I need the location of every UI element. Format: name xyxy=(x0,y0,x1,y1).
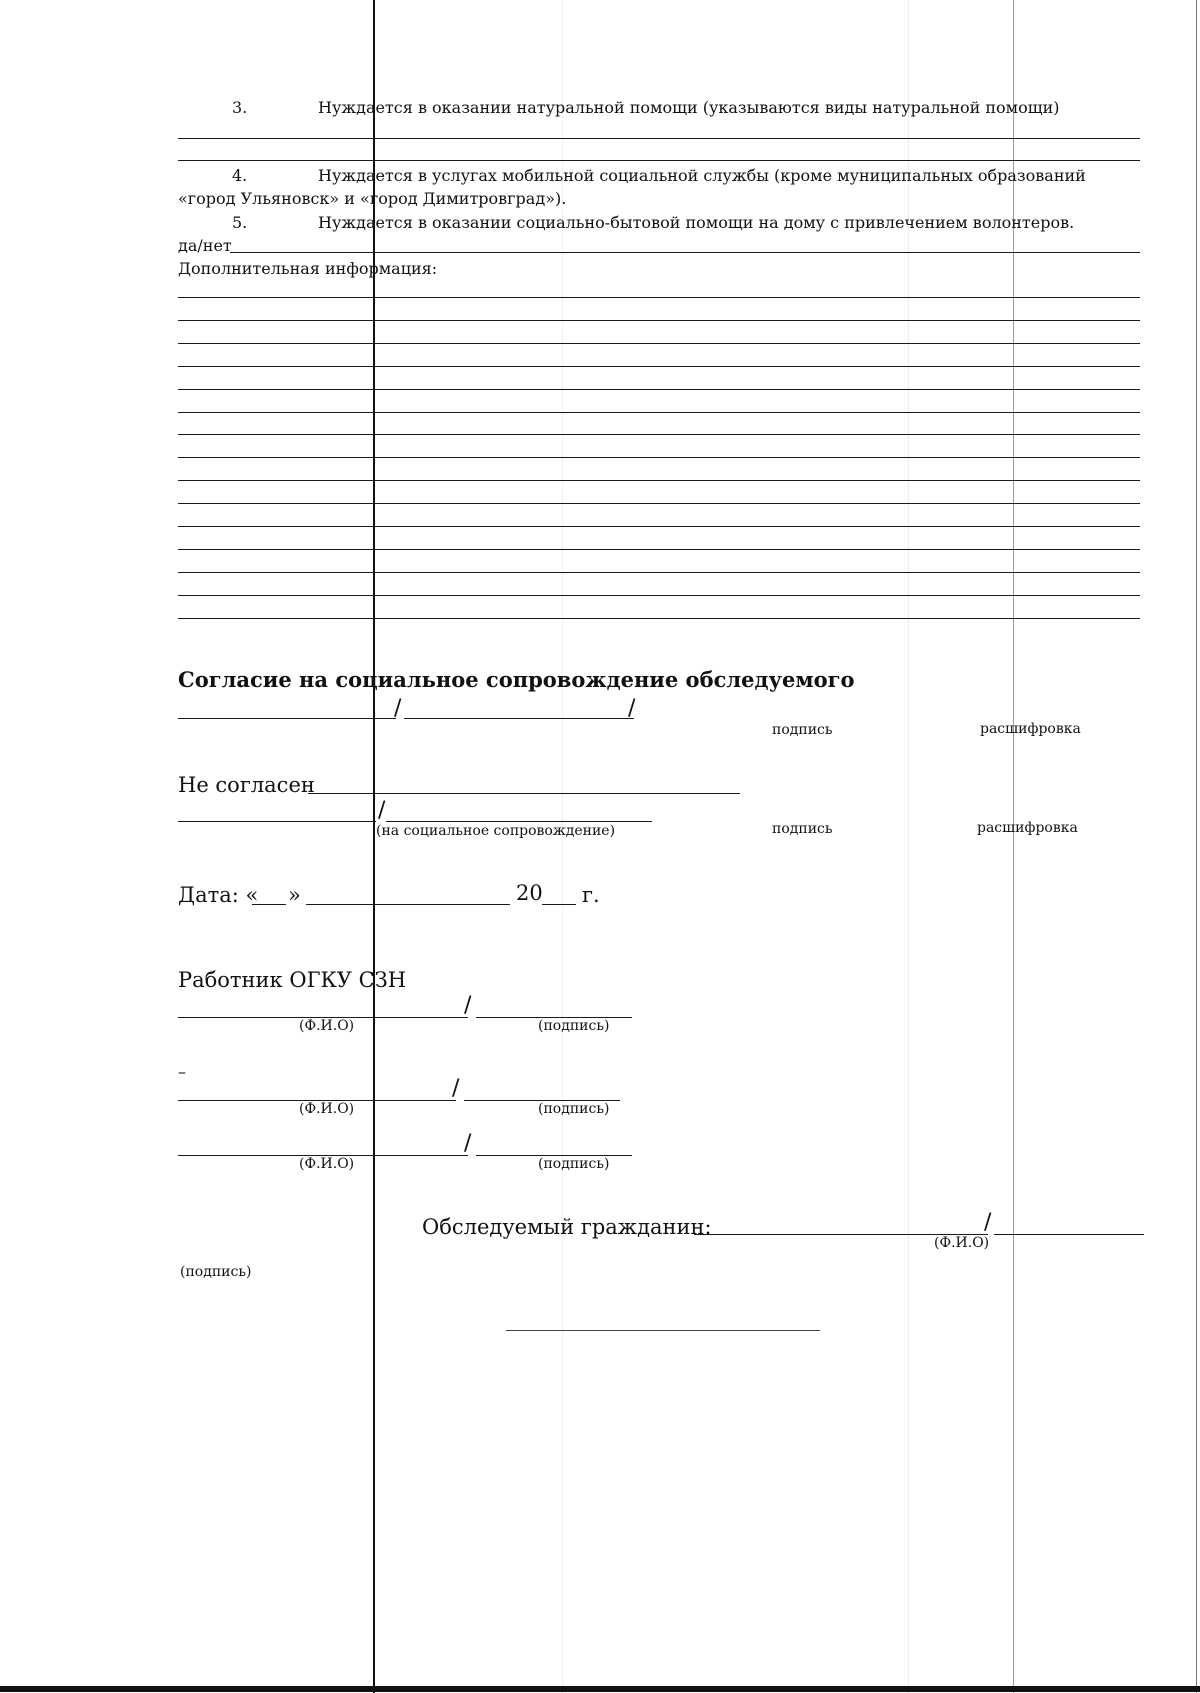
scan-artifact-line-left xyxy=(373,0,375,1693)
additional-info-line[interactable] xyxy=(178,595,1140,596)
date-close-quote: » xyxy=(288,883,301,907)
consent-separator-slash: / xyxy=(394,696,402,721)
citizen-signature-line[interactable] xyxy=(994,1234,1144,1235)
additional-info-line[interactable] xyxy=(178,343,1140,344)
citizen-fio-label: (Ф.И.О) xyxy=(934,1235,990,1251)
worker-1-slash: / xyxy=(464,993,472,1018)
worker-1-signature-label: (подпись) xyxy=(538,1018,610,1034)
worker-2-fio-label: (Ф.И.О) xyxy=(299,1101,355,1117)
item-4-text: Нуждается в услугах мобильной социальной службы (кроме муниципальных образований xyxy=(318,166,1086,185)
worker-2-slash: / xyxy=(452,1076,460,1101)
worker-2-signature-label: (подпись) xyxy=(538,1101,610,1117)
additional-info-line[interactable] xyxy=(178,297,1140,298)
citizen-signature-label: (подпись) xyxy=(180,1264,252,1280)
worker-title: Работник ОГКУ СЗН xyxy=(178,968,407,992)
worker-3-slash: / xyxy=(464,1131,472,1156)
additional-info-line[interactable] xyxy=(178,412,1140,413)
consent-signature-line[interactable] xyxy=(404,718,634,719)
consent-heading: Согласие на социальное сопровождение обследуемого xyxy=(178,667,855,692)
worker-2-dash: – xyxy=(178,1062,186,1081)
date-year-suffix: г. xyxy=(582,883,600,907)
date-year-line[interactable] xyxy=(542,904,576,905)
refusal-fill-line[interactable] xyxy=(308,793,740,794)
scan-artifact-line-right xyxy=(1013,0,1014,1693)
item-3-fill-line-2 xyxy=(178,160,1140,161)
item-3-text: Нуждается в оказании натуральной помощи (указываются виды натуральной помощи) xyxy=(318,98,1060,117)
date-day-line[interactable] xyxy=(252,904,286,905)
additional-info-line[interactable] xyxy=(178,572,1140,573)
additional-info-line[interactable] xyxy=(178,618,1140,619)
yes-no-fill-line[interactable] xyxy=(230,252,1140,253)
refusal-note: (на социальное сопровождение) xyxy=(376,823,616,839)
worker-3-signature-label: (подпись) xyxy=(538,1156,610,1172)
additional-info-line[interactable] xyxy=(178,503,1140,504)
consent-end-slash: / xyxy=(628,696,636,721)
consent-signature-label: подпись xyxy=(772,722,833,738)
item-3-number: 3. xyxy=(232,98,248,117)
worker-3-fio-label: (Ф.И.О) xyxy=(299,1156,355,1172)
item-5-number: 5. xyxy=(232,213,248,232)
additional-info-line[interactable] xyxy=(178,526,1140,527)
additional-info-line[interactable] xyxy=(178,434,1140,435)
additional-info-line[interactable] xyxy=(178,549,1140,550)
additional-info-line[interactable] xyxy=(178,480,1140,481)
item-5-text: Нуждается в оказании социально-бытовой помощи на дому с привлечением волонтеров. xyxy=(318,213,1075,232)
item-4-text-continued: «город Ульяновск» и «город Димитровград»). xyxy=(178,189,567,208)
refusal-signature-label: подпись xyxy=(772,821,833,837)
refusal-label: Не согласен xyxy=(178,773,315,797)
date-month-line[interactable] xyxy=(306,904,510,905)
citizen-slash: / xyxy=(984,1210,992,1235)
consent-fio-line[interactable] xyxy=(178,718,396,719)
yes-no-label: да/нет xyxy=(178,236,232,255)
page-bottom-edge xyxy=(0,1686,1200,1692)
additional-info-label: Дополнительная информация: xyxy=(178,259,438,278)
item-4-number: 4. xyxy=(232,166,248,185)
refusal-decoding-label: расшифровка xyxy=(977,820,1078,836)
date-label: Дата: « xyxy=(178,883,259,907)
bottom-blank-line xyxy=(506,1330,820,1331)
scan-artifact-line-edge xyxy=(1196,0,1197,1693)
scan-artifact-line-faint-2 xyxy=(562,0,563,1693)
worker-1-fio-label: (Ф.И.О) xyxy=(299,1018,355,1034)
refusal-signature-line-left[interactable] xyxy=(178,821,376,822)
citizen-label: Обследуемый гражданин: xyxy=(422,1215,712,1239)
refusal-separator-slash: / xyxy=(378,798,386,823)
scan-artifact-line-faint xyxy=(908,0,909,1693)
date-year-prefix: 20 xyxy=(516,881,543,905)
additional-info-line[interactable] xyxy=(178,457,1140,458)
additional-info-line[interactable] xyxy=(178,366,1140,367)
additional-info-line[interactable] xyxy=(178,389,1140,390)
item-3-fill-line-1 xyxy=(178,138,1140,139)
additional-info-line[interactable] xyxy=(178,320,1140,321)
consent-decoding-label: расшифровка xyxy=(980,721,1081,737)
